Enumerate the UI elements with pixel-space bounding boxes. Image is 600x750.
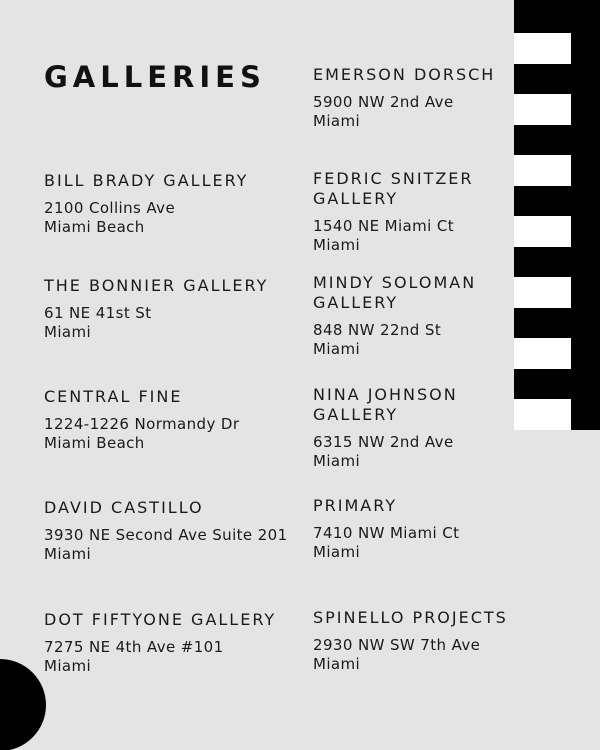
gallery-name: FEDRIC SNITZER GALLERY <box>313 169 474 208</box>
stripe <box>514 155 571 186</box>
gallery-address-line: 2930 NW SW 7th Ave <box>313 636 481 654</box>
gallery-city: Miami <box>44 657 92 675</box>
gallery-city: Miami Beach <box>44 218 145 236</box>
stripe <box>514 94 571 125</box>
gallery-item <box>313 608 543 674</box>
gallery-address <box>313 636 543 674</box>
gallery-address <box>313 433 488 471</box>
gallery-address <box>44 199 294 237</box>
gallery-item <box>313 169 488 255</box>
gallery-city: Miami <box>313 112 361 130</box>
gallery-name: THE BONNIER GALLERY <box>44 276 269 295</box>
gallery-address-line: 2100 Collins Ave <box>44 199 176 217</box>
gallery-name: DAVID CASTILLO <box>44 498 204 517</box>
gallery-name: PRIMARY <box>313 496 398 515</box>
gallery-address <box>44 638 294 676</box>
gallery-name: NINA JOHNSON GALLERY <box>313 385 458 424</box>
decorative-circle <box>0 659 46 750</box>
gallery-address-line: 848 NW 22nd St <box>313 321 442 339</box>
gallery-name: DOT FIFTYONE GALLERY <box>44 610 277 629</box>
gallery-city: Miami Beach <box>44 434 145 452</box>
gallery-item <box>313 385 488 471</box>
gallery-item <box>313 273 498 359</box>
gallery-address-line: 1224-1226 Normandy Dr <box>44 415 240 433</box>
gallery-item <box>44 387 294 453</box>
gallery-name: EMERSON DORSCH <box>313 65 496 84</box>
stripe <box>514 216 571 247</box>
gallery-item <box>44 498 304 564</box>
gallery-address <box>313 321 498 359</box>
gallery-address-line: 61 NE 41st St <box>44 304 152 322</box>
gallery-city: Miami <box>313 655 361 673</box>
gallery-city: Miami <box>313 236 361 254</box>
gallery-address-line: 3930 NE Second Ave Suite 201 <box>44 526 288 544</box>
gallery-address <box>44 415 294 453</box>
gallery-city: Miami <box>313 543 361 561</box>
gallery-name: MINDY SOLOMAN GALLERY <box>313 273 477 312</box>
stripe <box>514 399 571 430</box>
gallery-address-line: 5900 NW 2nd Ave <box>313 93 454 111</box>
gallery-name: SPINELLO PROJECTS <box>313 608 508 627</box>
gallery-address-line: 7410 NW Miami Ct <box>313 524 460 542</box>
gallery-city: Miami <box>313 452 361 470</box>
decorative-stripes <box>514 0 600 430</box>
gallery-address <box>44 526 304 564</box>
stripe <box>514 33 571 64</box>
gallery-city: Miami <box>44 323 92 341</box>
gallery-city: Miami <box>44 545 92 563</box>
gallery-address <box>313 93 503 131</box>
gallery-address <box>44 304 294 342</box>
gallery-item <box>44 276 294 342</box>
gallery-address-line: 6315 NW 2nd Ave <box>313 433 454 451</box>
stripe <box>514 277 571 308</box>
stripe <box>514 338 571 369</box>
gallery-name: CENTRAL FINE <box>44 387 183 406</box>
gallery-address-line: 7275 NE 4th Ave #101 <box>44 638 224 656</box>
gallery-address <box>313 217 488 255</box>
gallery-city: Miami <box>313 340 361 358</box>
gallery-item <box>44 171 294 237</box>
gallery-name: BILL BRADY GALLERY <box>44 171 249 190</box>
page-title: GALLERIES <box>44 60 266 94</box>
gallery-item <box>313 65 503 131</box>
gallery-item <box>44 610 294 676</box>
gallery-address <box>313 524 503 562</box>
gallery-address-line: 1540 NE Miami Ct <box>313 217 455 235</box>
gallery-item <box>313 496 503 562</box>
